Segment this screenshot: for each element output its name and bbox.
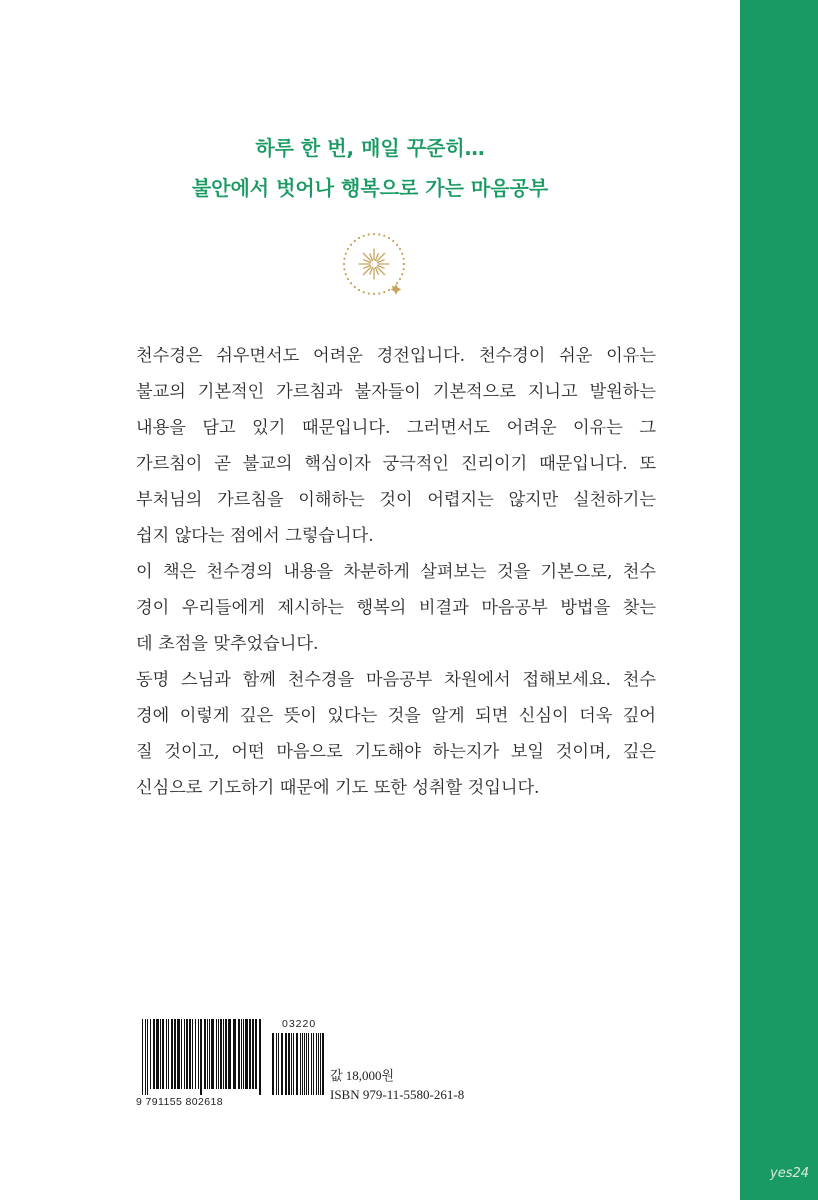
text-line: 불교의 기본적인 가르침과 불자들이 기본적으로 지니고 발원하는 xyxy=(136,382,656,402)
price-label: 값 18,000원 xyxy=(330,1068,395,1083)
text-line: 천수경은 쉬우면서도 어려운 경전입니다. 천수경이 쉬운 이유는 xyxy=(136,346,656,366)
text-line: 이 책은 천수경의 내용을 차분하게 살펴보는 것을 기본으로, 천수 xyxy=(136,562,656,582)
text-line: 부처님의 가르침을 이해하는 것이 어렵지는 않지만 실천하기는 xyxy=(136,490,656,510)
barcode-digits: 9 791155 802618 xyxy=(136,1096,223,1108)
text-line: 신심으로 기도하기 때문에 기도 또한 성취할 것입니다. xyxy=(136,778,540,798)
text-line: 데 초점을 맞추었습니다. xyxy=(136,634,319,654)
isbn-barcode xyxy=(136,1019,326,1119)
paragraph-3 xyxy=(136,662,656,806)
paragraph-1 xyxy=(136,338,656,554)
isbn-label: ISBN 979-11-5580-261-8 xyxy=(330,1087,465,1102)
text-line: 경에 이렇게 깊은 뜻이 있다는 것을 알게 되면 신심이 더욱 깊어 xyxy=(136,706,656,726)
tagline-line-2: 불안에서 벗어나 행복으로 가는 마음공부 xyxy=(191,176,549,200)
price-isbn-block xyxy=(330,1066,464,1104)
barcode-bars xyxy=(136,1019,326,1097)
text-line: 쉽지 않다는 점에서 그렇습니다. xyxy=(136,526,374,546)
barcode-addon-digits: 03220 xyxy=(282,1018,317,1030)
paragraph-2 xyxy=(136,554,656,662)
text-line: 동명 스님과 함께 천수경을 마음공부 차원에서 접해보세요. 천수 xyxy=(136,670,656,690)
text-line: 질 것이고, 어떤 마음으로 기도해야 하는지가 보일 것이며, 깊은 xyxy=(136,742,656,762)
text-line: 경이 우리들에게 제시하는 행복의 비결과 마음공부 방법을 찾는 xyxy=(136,598,656,618)
text-line: 가르침이 곧 불교의 핵심이자 궁극적인 진리이기 때문입니다. 또 xyxy=(136,454,656,474)
starburst-icon xyxy=(334,224,414,304)
watermark: yes24 xyxy=(770,1166,810,1181)
book-spine-band xyxy=(740,0,818,1200)
back-cover-description xyxy=(136,338,656,806)
tagline-line-1: 하루 한 번, 매일 꾸준히… xyxy=(255,136,485,160)
tagline xyxy=(0,128,740,208)
text-line: 내용을 담고 있기 때문입니다. 그러면서도 어려운 이유는 그 xyxy=(136,418,656,438)
